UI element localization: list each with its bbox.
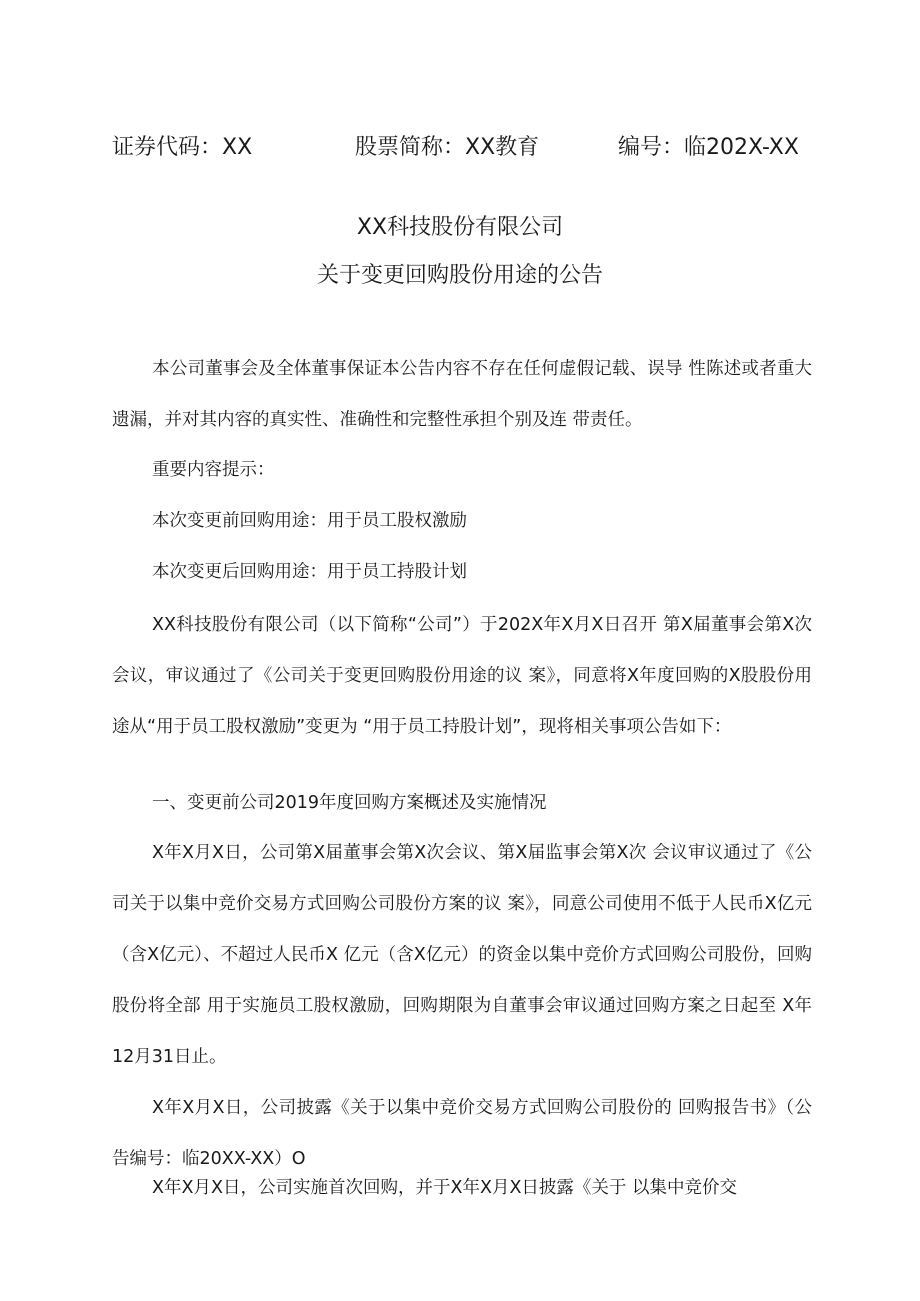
key-points-heading (112, 445, 812, 496)
buyback-report-text: X年X月X日，公司披露《关于以集中竞价交易方式回购公司股份的 回购报告书》（公告编号：临20XX-XX）O (112, 1098, 812, 1169)
announcement-subject-title: 关于变更回购股份用途的公告 (316, 263, 603, 288)
company-name-title: XX科技股份有限公司 (356, 215, 564, 240)
stock-abbreviation: 股票简称：XX教育 (355, 135, 540, 160)
purpose-before-text: 本次变更前回购用途：用于员工股权激励 (152, 511, 467, 531)
buyback-plan-text: X年X月X日，公司第X届董事会第X次会议、第X届监事会第X次 会议审议通过了《公司关于以集中竞价交易方式回购公司股份方案的议 案》，同意公司使用不低于人民币X亿元（含X亿元）、不超过人民币X 亿元（含X亿元）的资金以集中竞价方式回购公司股份，回购股份将全部 用于实施员工股权激励，回购期限为自董事会审议通过回购方案之日起至 X年12月31日止。 (112, 843, 812, 1067)
intro-text: XX科技股份有限公司（以下简称“公司”）于202X年X月X日召开 第X届董事会第X次会议，审议通过了《公司关于变更回购股份用途的议 案》，同意将X年度回购的X股股份用途从“用于员工股权激励”变更为 “用于员工持股计划”，现将相关事项公告如下： (112, 615, 812, 737)
key-points-heading-text: 重要内容提示： (152, 460, 275, 480)
announcement-header (0, 130, 920, 170)
first-buyback-text: X年X月X日，公司实施首次回购，并于X年X月X日披露《关于 以集中竞价交 (152, 1178, 737, 1198)
board-statement-paragraph (112, 344, 812, 446)
section-one-heading (112, 778, 812, 829)
buyback-plan-paragraph (112, 828, 812, 1083)
purpose-after-line (112, 547, 812, 598)
stock-code: 证券代码：XX (112, 135, 253, 160)
section-one-heading-text: 一、变更前公司2019年度回购方案概述及实施情况 (152, 793, 547, 813)
intro-paragraph (112, 600, 812, 753)
board-statement-text: 本公司董事会及全体董事保证本公告内容不存在任何虚假记载、误导 性陈述或者重大遗漏，并对其内容的真实性、准确性和完整性承担个别及连 带责任。 (112, 359, 812, 430)
first-buyback-paragraph (112, 1163, 812, 1214)
purpose-before-line (112, 496, 812, 547)
purpose-after-text: 本次变更后回购用途：用于员工持股计划 (152, 562, 467, 582)
announcement-number: 编号：临202X-XX (618, 135, 799, 160)
